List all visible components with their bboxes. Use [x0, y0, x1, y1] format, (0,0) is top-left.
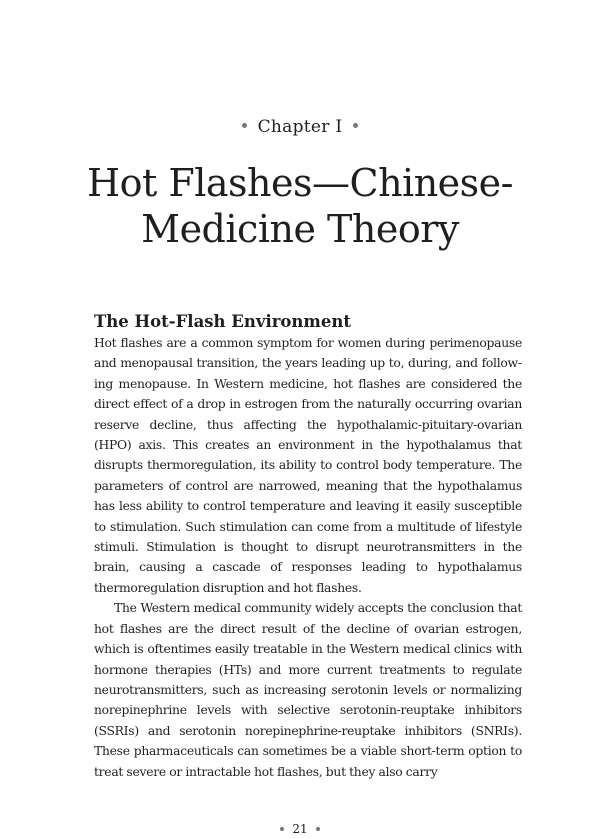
- bullet-icon: [316, 827, 320, 831]
- body-text: [94, 333, 522, 782]
- paragraph-2: The Western medical community widely accepts the conclusion that hot flashes are the direct result of the decline of ovarian estrogen, which is oftentimes easily treatable in the Western medical clinics with hormone therapies (HTs) and more current treatments to regulate neurotransmitters, such as increasing serotonin levels or normalizing norepinephrine levels with selective serotonin-reuptake inhibitors (SSRIs) and serotonin norepinephrine-reuptake inhibitors (SNRIs). These pharmaceuticals can sometimes be a viable short-term option to treat severe or intractable hot flashes, but they also carry: [94, 601, 522, 779]
- section-heading: The Hot-Flash Environment: [94, 312, 351, 331]
- page-number: 21: [292, 822, 308, 836]
- bullet-icon: [353, 123, 358, 128]
- bullet-icon: [242, 123, 247, 128]
- chapter-title: Hot Flashes—Chinese-Medicine Theory: [87, 161, 513, 251]
- chapter-label: [0, 117, 600, 137]
- bullet-icon: [280, 827, 284, 831]
- paragraph-1: Hot flashes are a common symptom for women during perimenopause and menopausal transition, the years leading up to, during, and following menopause. In Western medicine, hot flashes are considered the direct effect of a drop in estrogen from the naturally occurring ovarian reserve decline, thus affecting the hypothalamic-pituitary-ovarian (HPO) axis. This creates an environment in the hypothalamus that disrupts thermoregulation, its ability to control body temperature. The parameters of control are narrowed, meaning that the hypothalamus has less ability to control temperature and leaving it easily susceptible to stimulation. Such stimulation can come from a multitude of lifestyle stimuli. Stimulation is thought to disrupt neurotransmitters in the brain, causing a cascade of responses leading to hypothalamus thermoregulation disruption and hot flashes.: [94, 336, 522, 595]
- page-footer: [0, 822, 600, 836]
- chapter-label-text: Chapter I: [257, 117, 343, 137]
